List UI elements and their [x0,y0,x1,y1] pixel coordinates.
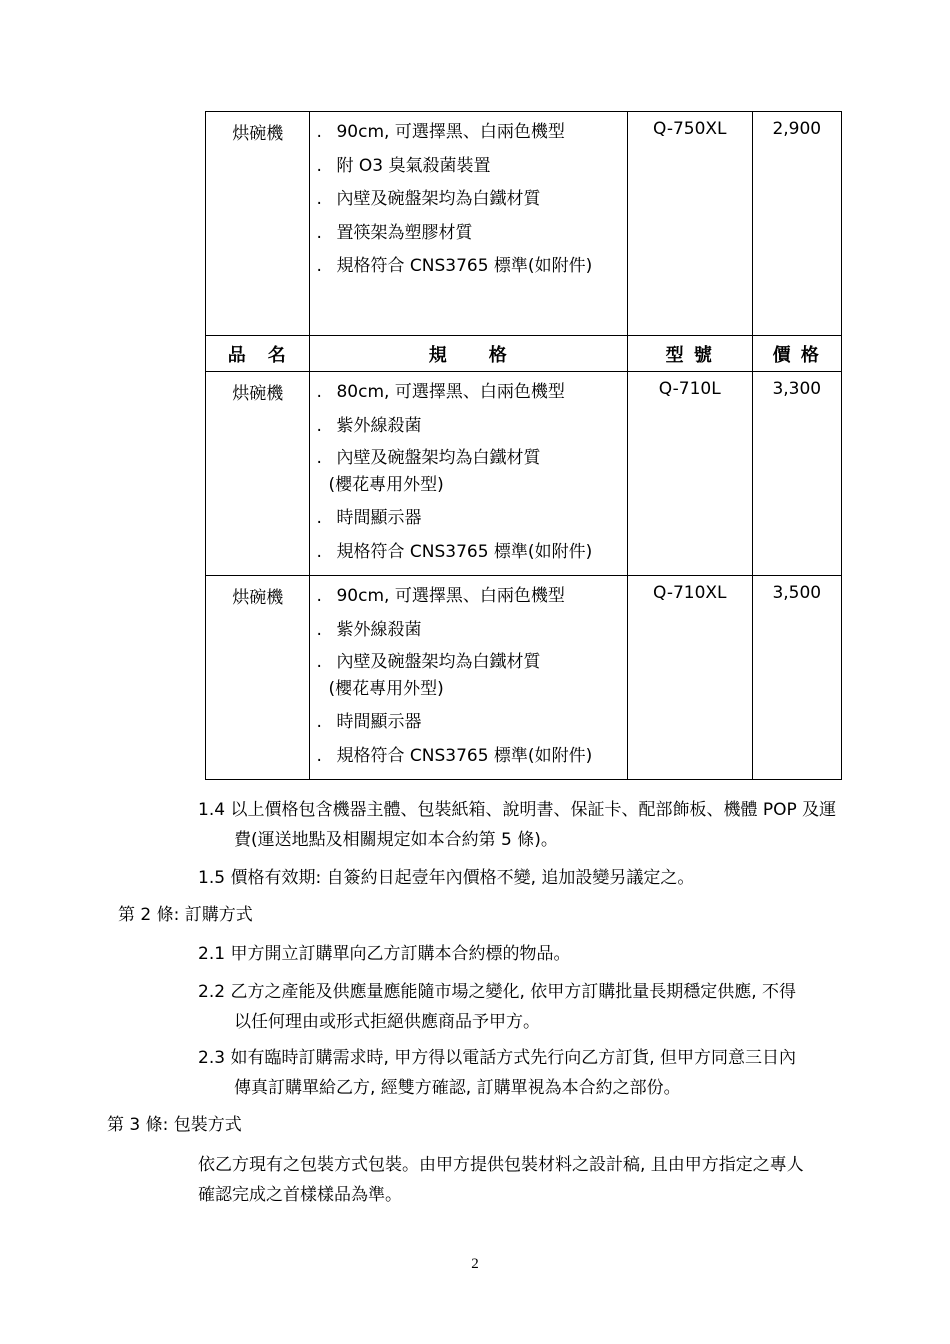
spec-line: . 時間顯示器 [316,712,422,732]
header-name: 品 名 [206,336,310,372]
product-table [205,111,842,780]
article-3-body-cont: 確認完成之首樣樣品為準。 [198,1185,402,1205]
article-2-heading: 第 2 條: 訂購方式 [118,905,253,925]
table-row [206,372,842,576]
product-price: 3,500 [752,576,841,780]
page-number: 2 [471,1256,479,1272]
spec-line: . 時間顯示器 [316,508,422,528]
clause-2-1: 2.1 甲方開立訂購單向乙方訂購本合約標的物品。 [198,944,571,964]
table-row [206,576,842,780]
product-name: 烘碗機 [206,576,310,780]
spec-line: . 內壁及碗盤架均為白鐵材質 [316,448,541,468]
product-price: 2,900 [752,112,841,336]
spec-line: . 規格符合 CNS3765 標準(如附件) [316,745,593,766]
clause-2-3: 2.3 如有臨時訂購需求時, 甲方得以電話方式先行向乙方訂貨, 但甲方同意三日內 [198,1048,797,1068]
product-spec [310,576,627,780]
spec-line: . 90cm, 可選擇黑、白兩色機型 [316,586,565,606]
spec-line: . 置筷架為塑膠材質 [316,222,473,243]
header-model: 型 號 [627,336,752,372]
spec-line: . 內壁及碗盤架均為白鐵材質 [316,652,541,672]
article-3-heading: 第 3 條: 包裝方式 [107,1115,242,1135]
spec-line: . 90cm, 可選擇黑、白兩色機型 [316,122,565,142]
spec-line: . 規格符合 CNS3765 標準(如附件) [316,256,593,276]
clause-1-4: 1.4 以上價格包含機器主體、包裝紙箱、說明書、保証卡、配部飾板、機體 POP 及運 [198,800,837,820]
clause-1-5: 1.5 價格有效期: 自簽約日起壹年內價格不變, 追加設變另議定之。 [198,868,695,888]
product-name: 烘碗機 [206,112,310,336]
spec-line: . 附 O3 臭氣殺菌裝置 [316,155,491,176]
product-price: 3,300 [752,372,841,576]
product-model: Q-710L [627,372,752,576]
spec-line: . 內壁及碗盤架均為白鐵材質 [316,189,541,209]
table-header-row [206,336,842,372]
product-spec [310,372,627,576]
clause-2-3-cont: 傳真訂購單給乙方, 經雙方確認, 訂購單視為本合約之部份。 [234,1078,681,1098]
clause-2-2-cont: 以任何理由或形式拒絕供應商品予甲方。 [234,1012,540,1032]
product-model: Q-750XL [627,112,752,336]
product-model: Q-710XL [627,576,752,780]
spec-line: . 規格符合 CNS3765 標準(如附件) [316,541,593,562]
spec-line: . 80cm, 可選擇黑、白兩色機型 [316,382,565,402]
header-spec: 規 格 [310,336,627,372]
table-row [206,112,842,336]
spec-note: (櫻花專用外型) [328,679,444,699]
spec-line: . 紫外線殺菌 [316,619,422,640]
header-price: 價 格 [752,336,841,372]
article-3-body: 依乙方現有之包裝方式包裝。由甲方提供包裝材料之設計稿, 且由甲方指定之專人 [198,1155,804,1175]
product-spec [310,112,627,336]
product-name: 烘碗機 [206,372,310,576]
spec-line: . 紫外線殺菌 [316,415,422,436]
clause-2-2: 2.2 乙方之產能及供應量應能隨市場之變化, 依甲方訂購批量長期穩定供應, 不得 [198,982,797,1002]
spec-note: (櫻花專用外型) [328,475,444,495]
clause-1-4-cont: 費(運送地點及相關規定如本合約第 5 條)。 [234,830,558,850]
